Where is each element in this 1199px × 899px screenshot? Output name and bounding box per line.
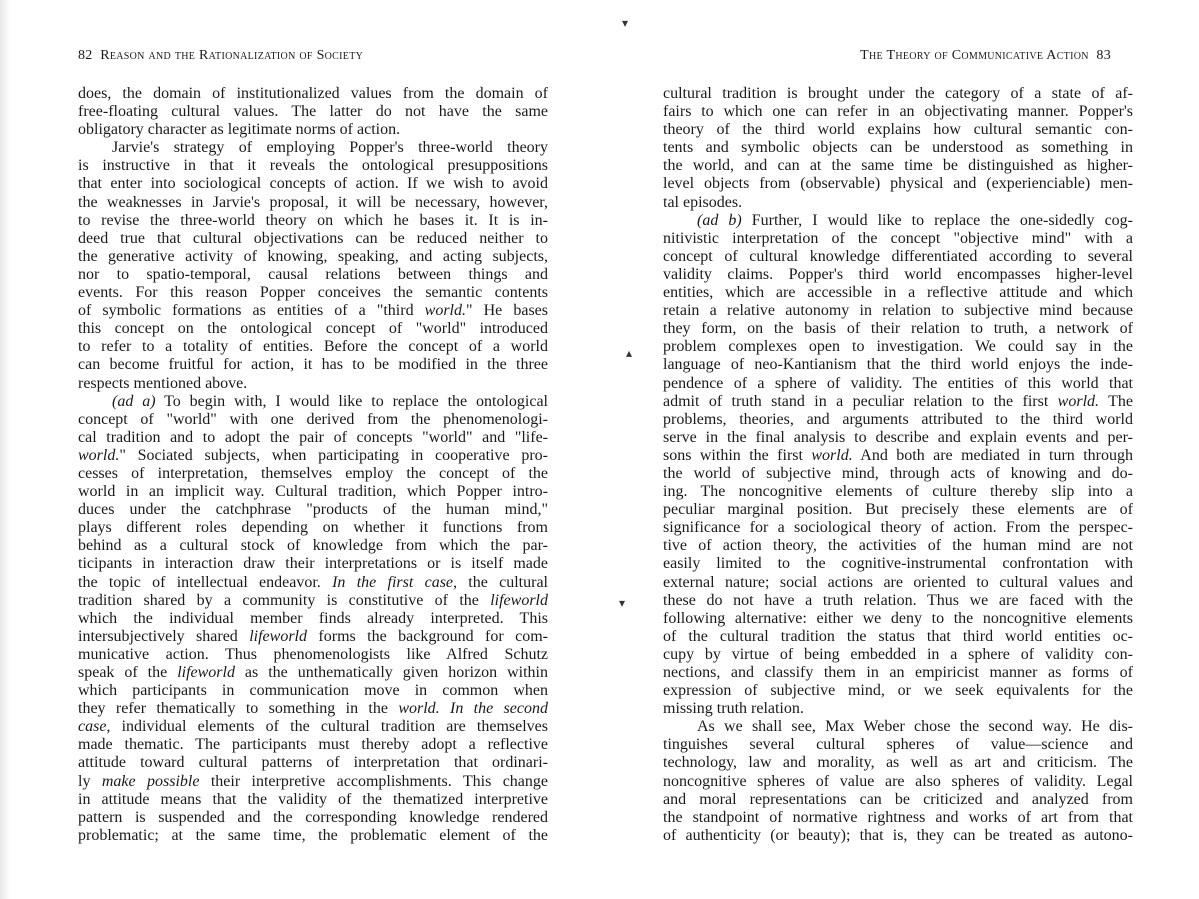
right-page-number: 83: [1096, 48, 1111, 63]
left-running-head: [78, 48, 363, 64]
text-line: attitude toward cultural patterns of interpretation that ordinari-: [78, 754, 548, 772]
text-line: tinguishes several cultural spheres of value—science and: [663, 736, 1133, 754]
text-line: this concept on the ontological concept of "world" introduced: [78, 320, 548, 338]
text-line: events. For this reason Popper conceives the semantic contents: [78, 284, 548, 302]
text-line: behind as a cultural stock of knowledge from which the par-: [78, 537, 548, 555]
text-line: municative action. Thus phenomenologists like Alfred Schutz: [78, 645, 548, 663]
text-line: tal episodes.: [663, 193, 743, 211]
text-line: of symbolic formations as entities of a "third world." He bases: [78, 302, 548, 320]
text-line: deed true that cultural objectivations can be reduced neither to: [78, 229, 548, 247]
text-line: of authenticity (or beauty); that is, they can be treated as autono-: [663, 826, 1133, 844]
text-line: following alternative: either we deny to the noncognitive elements: [663, 609, 1133, 627]
text-line: As we shall see, Max Weber chose the second way. He dis-: [697, 718, 1133, 736]
text-line: cal tradition and to adopt the pair of concepts "world" and "life-: [78, 428, 548, 446]
text-line: of the cultural tradition the status that third world entities oc-: [663, 627, 1133, 645]
text-line: language of neo-Kantianism that the third world enjoys the inde-: [663, 356, 1133, 374]
right-body-text: [663, 85, 1133, 845]
text-line: and moral representations can be criticized and analyzed from: [663, 790, 1133, 808]
text-line: easily limited to the cognitive-instrumental confrontation with: [663, 555, 1133, 573]
text-line: admit of truth stand in a peculiar relation to the first world. The: [663, 392, 1133, 410]
text-line: is instructive in that it reveals the ontological presuppositions: [78, 157, 548, 175]
text-line: concept of cultural knowledge differentiated according to several: [663, 247, 1133, 265]
text-line: free-floating cultural values. The latter do not have the same: [78, 103, 548, 121]
scan-speck: ▾: [619, 596, 626, 610]
text-line: respects mentioned above.: [78, 374, 248, 392]
text-line: does, the domain of institutionalized values from the domain of: [78, 85, 548, 102]
text-line: the standpoint of normative rightness and works of art from that: [663, 808, 1133, 826]
text-line: pattern is suspended and the corresponding knowledge rendered: [78, 808, 548, 826]
text-line: the topic of intellectual endeavor. In the first case, the cultural: [78, 573, 549, 591]
text-line: ing. The noncognitive elements of culture thereby slip into a: [663, 483, 1133, 501]
text-line: case, individual elements of the cultural tradition are themselves: [78, 718, 548, 736]
text-line: expression of subjective mind, or we seek equivalents for the: [663, 682, 1133, 700]
text-line: nor to spatio-temporal, causal relations between things and: [78, 265, 548, 283]
left-running-title: Reason and the Rationalization of Society: [100, 48, 364, 63]
right-running-title: The Theory of Communicative Action: [860, 48, 1089, 63]
text-line: to refer to a totality of entities. Before the concept of a world: [78, 338, 548, 356]
text-line: sons within the first world. And both are mediated in turn through: [663, 446, 1133, 464]
text-line: missing truth relation.: [663, 700, 804, 718]
left-body-text: [78, 85, 548, 845]
text-line: entities, which are accessible in a reflective attitude and which: [663, 284, 1133, 302]
text-line: can become fruitful for action, it has to be modified in the three: [78, 356, 548, 374]
text-line: problematic; at the same time, the problematic element of the: [78, 826, 548, 844]
text-line: problems, theories, and arguments attributed to the third world: [663, 410, 1133, 428]
text-line: technology, law and morality, as well as art and criticism. The: [663, 754, 1133, 772]
text-line: pendence of a sphere of validity. The entities of this world that: [663, 374, 1133, 392]
text-line: concept of "world" with one derived from the phenomenologi-: [78, 410, 548, 428]
text-line: duces under the catchphrase "products of the human mind,": [78, 501, 548, 519]
scan-speck: ▾: [622, 16, 629, 30]
text-line: plays different roles depending on whether it functions from: [78, 519, 548, 537]
left-page-number: 82: [78, 48, 93, 63]
text-line: problem complexes open to investigation. We could say in the: [663, 338, 1133, 356]
text-line: intersubjectively shared lifeworld forms the background for com-: [78, 627, 549, 645]
text-line: significance for a sociological theory of action. From the perspec-: [663, 519, 1133, 537]
right-running-head: [860, 48, 1111, 64]
text-line: obligatory character as legitimate norms of action.: [78, 121, 401, 139]
text-line: level objects from (observable) physical and (experienciable) men-: [663, 175, 1133, 193]
text-line: tents and symbolic objects can be understood as something in: [663, 139, 1133, 157]
right-page: [600, 0, 1199, 899]
text-line: in attitude means that the validity of the thematized interpretive: [78, 790, 548, 808]
text-line: that enter into sociological concepts of action. If we wish to avoid: [78, 175, 548, 193]
text-line: they form, on the basis of their relation to truth, a network of: [663, 320, 1133, 338]
text-line: fairs to which one can refer in an objectivating manner. Popper's: [663, 103, 1133, 121]
text-line: Jarvie's strategy of employing Popper's three-world theory: [112, 139, 548, 157]
text-line: world." Sociated subjects, when participating in cooperative pro-: [78, 446, 548, 464]
text-line: ly make possible their interpretive accomplishments. This change: [78, 772, 548, 790]
text-line: to revise the three-world theory on which he bases it. It is in-: [78, 211, 548, 229]
text-line: the generative activity of knowing, speaking, and acting subjects,: [78, 247, 548, 265]
text-line: nections, and classify them in an empiricist manner as forms of: [663, 664, 1133, 681]
text-line: noncognitive spheres of value are also spheres of validity. Legal: [663, 772, 1133, 790]
text-line: these do not have a truth relation. Thus we are faced with the: [663, 591, 1133, 609]
text-line: (ad b) Further, I would like to replace the one-sidedly cog-: [697, 211, 1133, 229]
scan-speck: ▴: [626, 346, 633, 360]
text-line: cesses of interpretation, themselves employ the concept of the: [78, 464, 548, 482]
text-line: external nature; social actions are oriented to cultural values and: [663, 573, 1133, 591]
text-line: serve in the final analysis to describe and explain events and per-: [663, 428, 1133, 446]
text-line: the world, and can at the same time be distinguished as higher-: [663, 157, 1133, 175]
text-line: nitivistic interpretation of the concept "objective mind" with a: [663, 229, 1133, 247]
text-line: made thematic. The participants must thereby adopt a reflective: [78, 736, 548, 754]
text-line: speak of the lifeworld as the unthematically given horizon within: [78, 664, 548, 681]
text-line: (ad a) To begin with, I would like to replace the ontological: [112, 392, 549, 410]
text-line: they refer thematically to something in the world. In the second: [78, 700, 548, 718]
text-line: ticipants in interaction draw their interpretations or is itself made: [78, 555, 548, 573]
text-line: cultural tradition is brought under the category of a state of af-: [663, 85, 1133, 102]
text-line: the weaknesses in Jarvie's proposal, it will be necessary, however,: [78, 193, 548, 211]
text-line: which the individual member finds already interpreted. This: [78, 609, 548, 627]
text-line: world in an implicit way. Cultural tradition, which Popper intro-: [78, 483, 548, 501]
text-line: tradition shared by a community is constitutive of the lifeworld: [78, 591, 548, 609]
text-line: tive of action theory, the activities of the human mind are not: [663, 537, 1133, 555]
text-line: the world of subjective mind, through acts of knowing and do-: [663, 464, 1133, 482]
left-page: [0, 0, 590, 899]
text-line: peculiar marginal position. But precisely these elements are of: [663, 501, 1133, 519]
text-line: cupy by virtue of being embedded in a sphere of validity con-: [663, 645, 1133, 663]
text-line: theory of the third world explains how cultural semantic con-: [663, 121, 1133, 139]
text-line: which participants in communication move in common when: [78, 682, 548, 700]
text-line: validity claims. Popper's third world encompasses higher-level: [663, 265, 1133, 283]
text-line: retain a relative autonomy in relation to subjective mind because: [663, 302, 1133, 320]
